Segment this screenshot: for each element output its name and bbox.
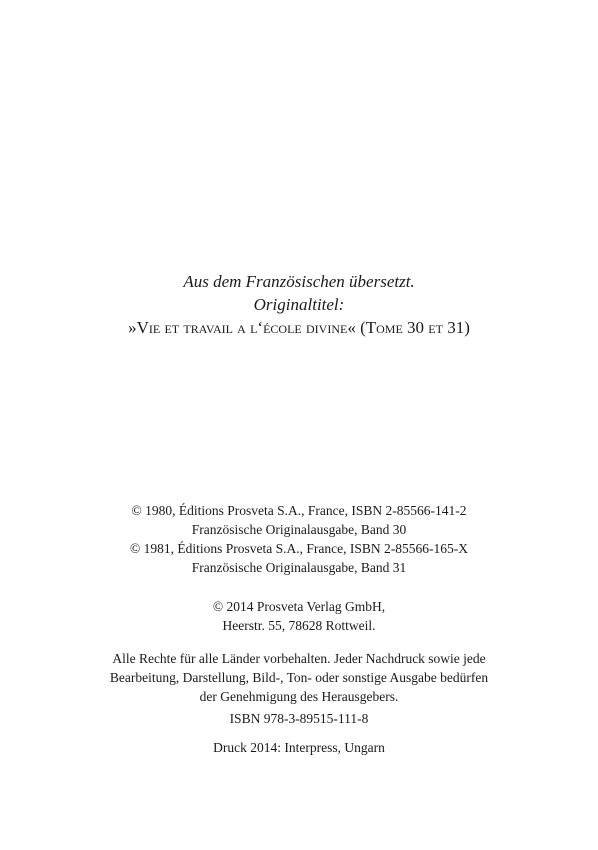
publisher-line: © 2014 Prosveta Verlag GmbH, <box>212 599 386 614</box>
original-title-text: Vie et travail a l‘école divine <box>136 318 348 337</box>
close-quote: « ( <box>347 318 366 337</box>
translation-note: Aus dem Französischen übersetzt. <box>183 272 415 291</box>
copyright-line: © 1981, Éditions Prosveta S.A., France, ISBN 2-85566-165-X <box>130 541 468 556</box>
open-quote: » <box>128 318 137 337</box>
close-paren: ) <box>464 318 470 337</box>
rights-line: Alle Rechte für alle Länder vorbehalten. Jeder Nachdruck sowie jede <box>112 651 486 666</box>
copyright-block <box>0 501 598 577</box>
publisher-block <box>0 597 598 635</box>
copyright-line: © 1980, Éditions Prosveta S.A., France, ISBN 2-85566-141-2 <box>131 503 467 518</box>
rights-block <box>0 649 598 706</box>
print-line: Druck 2014: Interpress, Ungarn <box>213 740 385 755</box>
rights-line: Bearbeitung, Darstellung, Bild-, Ton- oder sonstige Ausgabe bedürfen <box>109 670 489 685</box>
title-block <box>0 270 598 339</box>
rights-line: der Genehmigung des Herausgebers. <box>199 689 399 704</box>
copyright-line: Französische Originalausgabe, Band 30 <box>191 522 407 537</box>
isbn-line: ISBN 978-3-89515-111-8 <box>229 711 369 726</box>
original-title <box>0 316 598 339</box>
volume-text: Tome 30 et 31 <box>365 318 465 337</box>
copyright-line: Französische Originalausgabe, Band 31 <box>191 560 407 575</box>
original-title-label: Originaltitel: <box>253 295 345 314</box>
publisher-address: Heerstr. 55, 78628 Rottweil. <box>222 618 376 633</box>
